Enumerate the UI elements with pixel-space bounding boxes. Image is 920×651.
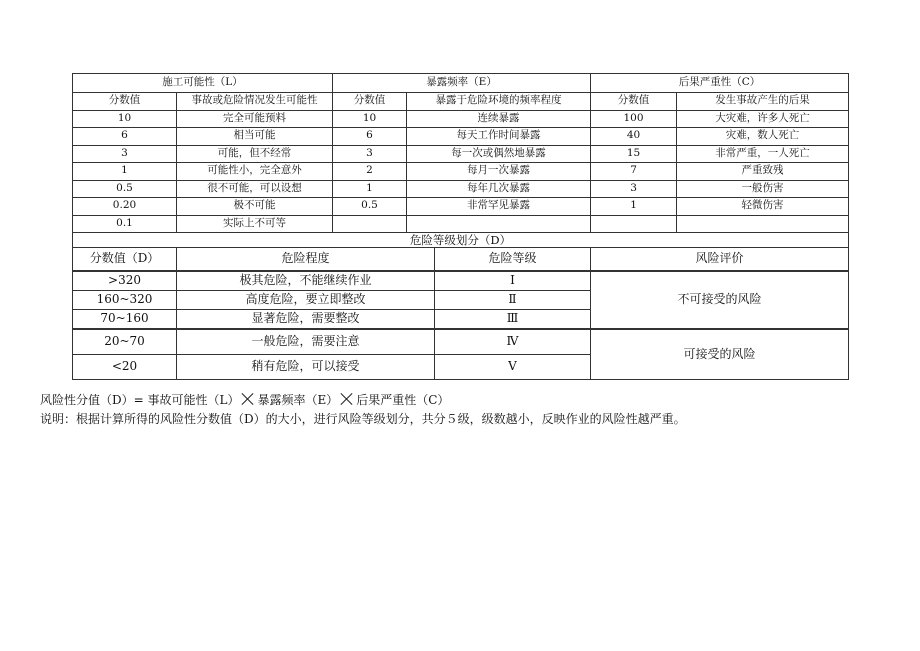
table-cell: 0.5 — [333, 198, 407, 216]
table-cell: 非常严重，一人死亡 — [677, 145, 849, 163]
table-row — [73, 128, 849, 146]
table-cell: 很不可能，可以设想 — [177, 180, 333, 198]
table-cell: 10 — [73, 110, 177, 128]
table-cell: 高度危险，要立即整改 — [177, 291, 435, 310]
table-cell — [677, 215, 849, 233]
column-header: 分数值 — [73, 93, 177, 111]
formula-part-consequence: 后果严重性（C） — [356, 393, 450, 407]
table-cell: 极不可能 — [177, 198, 333, 216]
column-header: 事故或危险情况发生可能性 — [177, 93, 333, 111]
table-cell: 可能，但不经常 — [177, 145, 333, 163]
table-cell: 10 — [333, 110, 407, 128]
risk-level-cell: Ⅴ — [435, 355, 591, 380]
risk-level-cell: Ⅱ — [435, 291, 591, 310]
table-cell: 相当可能 — [177, 128, 333, 146]
column-header: 暴露于危险环境的频率程度 — [407, 93, 591, 111]
table-cell: 0.20 — [73, 198, 177, 216]
table-cell: 显著危险，需要整改 — [177, 310, 435, 330]
table-cell: 2 — [333, 163, 407, 181]
table-cell: 6 — [73, 128, 177, 146]
table-cell: 稍有危险，可以接受 — [177, 355, 435, 380]
table-cell: 6 — [333, 128, 407, 146]
table-cell: 40 — [591, 128, 677, 146]
section-title: 危险等级划分（D） — [73, 233, 849, 248]
table-cell: 0.5 — [73, 180, 177, 198]
table-cell: 实际上不可等 — [177, 215, 333, 233]
table-cell: 每月一次暴露 — [407, 163, 591, 181]
table-row — [73, 271, 849, 291]
risk-assessment-tables — [72, 73, 848, 380]
table-cell: 15 — [591, 145, 677, 163]
table-row — [73, 215, 849, 233]
table-cell: 可能性小，完全意外 — [177, 163, 333, 181]
column-header: 危险等级 — [435, 248, 591, 272]
group-likelihood: 施工可能性（L） — [73, 74, 333, 93]
table-cell: 100 — [591, 110, 677, 128]
table-cell: 1 — [73, 163, 177, 181]
table-cell: <20 — [73, 355, 177, 380]
table-row — [73, 110, 849, 128]
risk-level-table — [72, 232, 849, 380]
table-cell — [333, 215, 407, 233]
table-cell: 70~160 — [73, 310, 177, 330]
column-header: 分数值 — [591, 93, 677, 111]
table-cell: 1 — [333, 180, 407, 198]
table-cell: 3 — [591, 180, 677, 198]
column-header: 发生事故产生的后果 — [677, 93, 849, 111]
table-cell: 一般危险，需要注意 — [177, 329, 435, 355]
multiply-icon — [340, 392, 354, 406]
group-consequence: 后果严重性（C） — [591, 74, 849, 93]
evaluation-acceptable: 可接受的风险 — [591, 329, 849, 380]
table-cell: 灾难，数人死亡 — [677, 128, 849, 146]
group-header-row — [73, 74, 849, 93]
table-cell: 160~320 — [73, 291, 177, 310]
lec-score-table — [72, 73, 849, 233]
risk-formula — [40, 391, 449, 408]
table-cell: 连续暴露 — [407, 110, 591, 128]
table-cell: 每一次或偶然地暴露 — [407, 145, 591, 163]
table-cell: 3 — [333, 145, 407, 163]
column-header: 分数值 — [333, 93, 407, 111]
table-cell: 0.1 — [73, 215, 177, 233]
table-row — [73, 180, 849, 198]
table-cell: 一般伤害 — [677, 180, 849, 198]
table-cell: 轻微伤害 — [677, 198, 849, 216]
section-title-row — [73, 233, 849, 248]
table-cell: 每年几次暴露 — [407, 180, 591, 198]
table-cell: 大灾难，许多人死亡 — [677, 110, 849, 128]
column-header-row — [73, 93, 849, 111]
table-cell — [407, 215, 591, 233]
table-row — [73, 198, 849, 216]
group-exposure: 暴露频率（E） — [333, 74, 591, 93]
table-cell: 1 — [591, 198, 677, 216]
formula-part-exposure: 暴露频率（E） — [257, 393, 339, 407]
evaluation-unacceptable: 不可接受的风险 — [591, 271, 849, 329]
table-row — [73, 145, 849, 163]
risk-level-cell: Ⅲ — [435, 310, 591, 330]
table-cell — [591, 215, 677, 233]
multiply-icon — [241, 392, 255, 406]
risk-level-cell: Ⅰ — [435, 271, 591, 291]
risk-level-cell: Ⅳ — [435, 329, 591, 355]
table-cell: 每天工作时间暴露 — [407, 128, 591, 146]
table-row — [73, 163, 849, 181]
column-header: 分数值（D） — [73, 248, 177, 272]
formula-part-likelihood: 风险性分值（D）= 事故可能性（L） — [40, 393, 240, 407]
table-cell: 3 — [73, 145, 177, 163]
column-header: 危险程度 — [177, 248, 435, 272]
table-cell: 完全可能预料 — [177, 110, 333, 128]
level-header-row — [73, 248, 849, 272]
table-cell: 极其危险，不能继续作业 — [177, 271, 435, 291]
table-cell: 20~70 — [73, 329, 177, 355]
table-cell: 非常罕见暴露 — [407, 198, 591, 216]
table-cell: 严重致残 — [677, 163, 849, 181]
table-cell: >320 — [73, 271, 177, 291]
explanation-note: 说明：根据计算所得的风险性分数值（D）的大小，进行风险等级划分，共分５级，级数越小，反映作业的风险性越严重。 — [40, 412, 686, 426]
table-cell: 7 — [591, 163, 677, 181]
table-row — [73, 329, 849, 355]
column-header: 风险评价 — [591, 248, 849, 272]
